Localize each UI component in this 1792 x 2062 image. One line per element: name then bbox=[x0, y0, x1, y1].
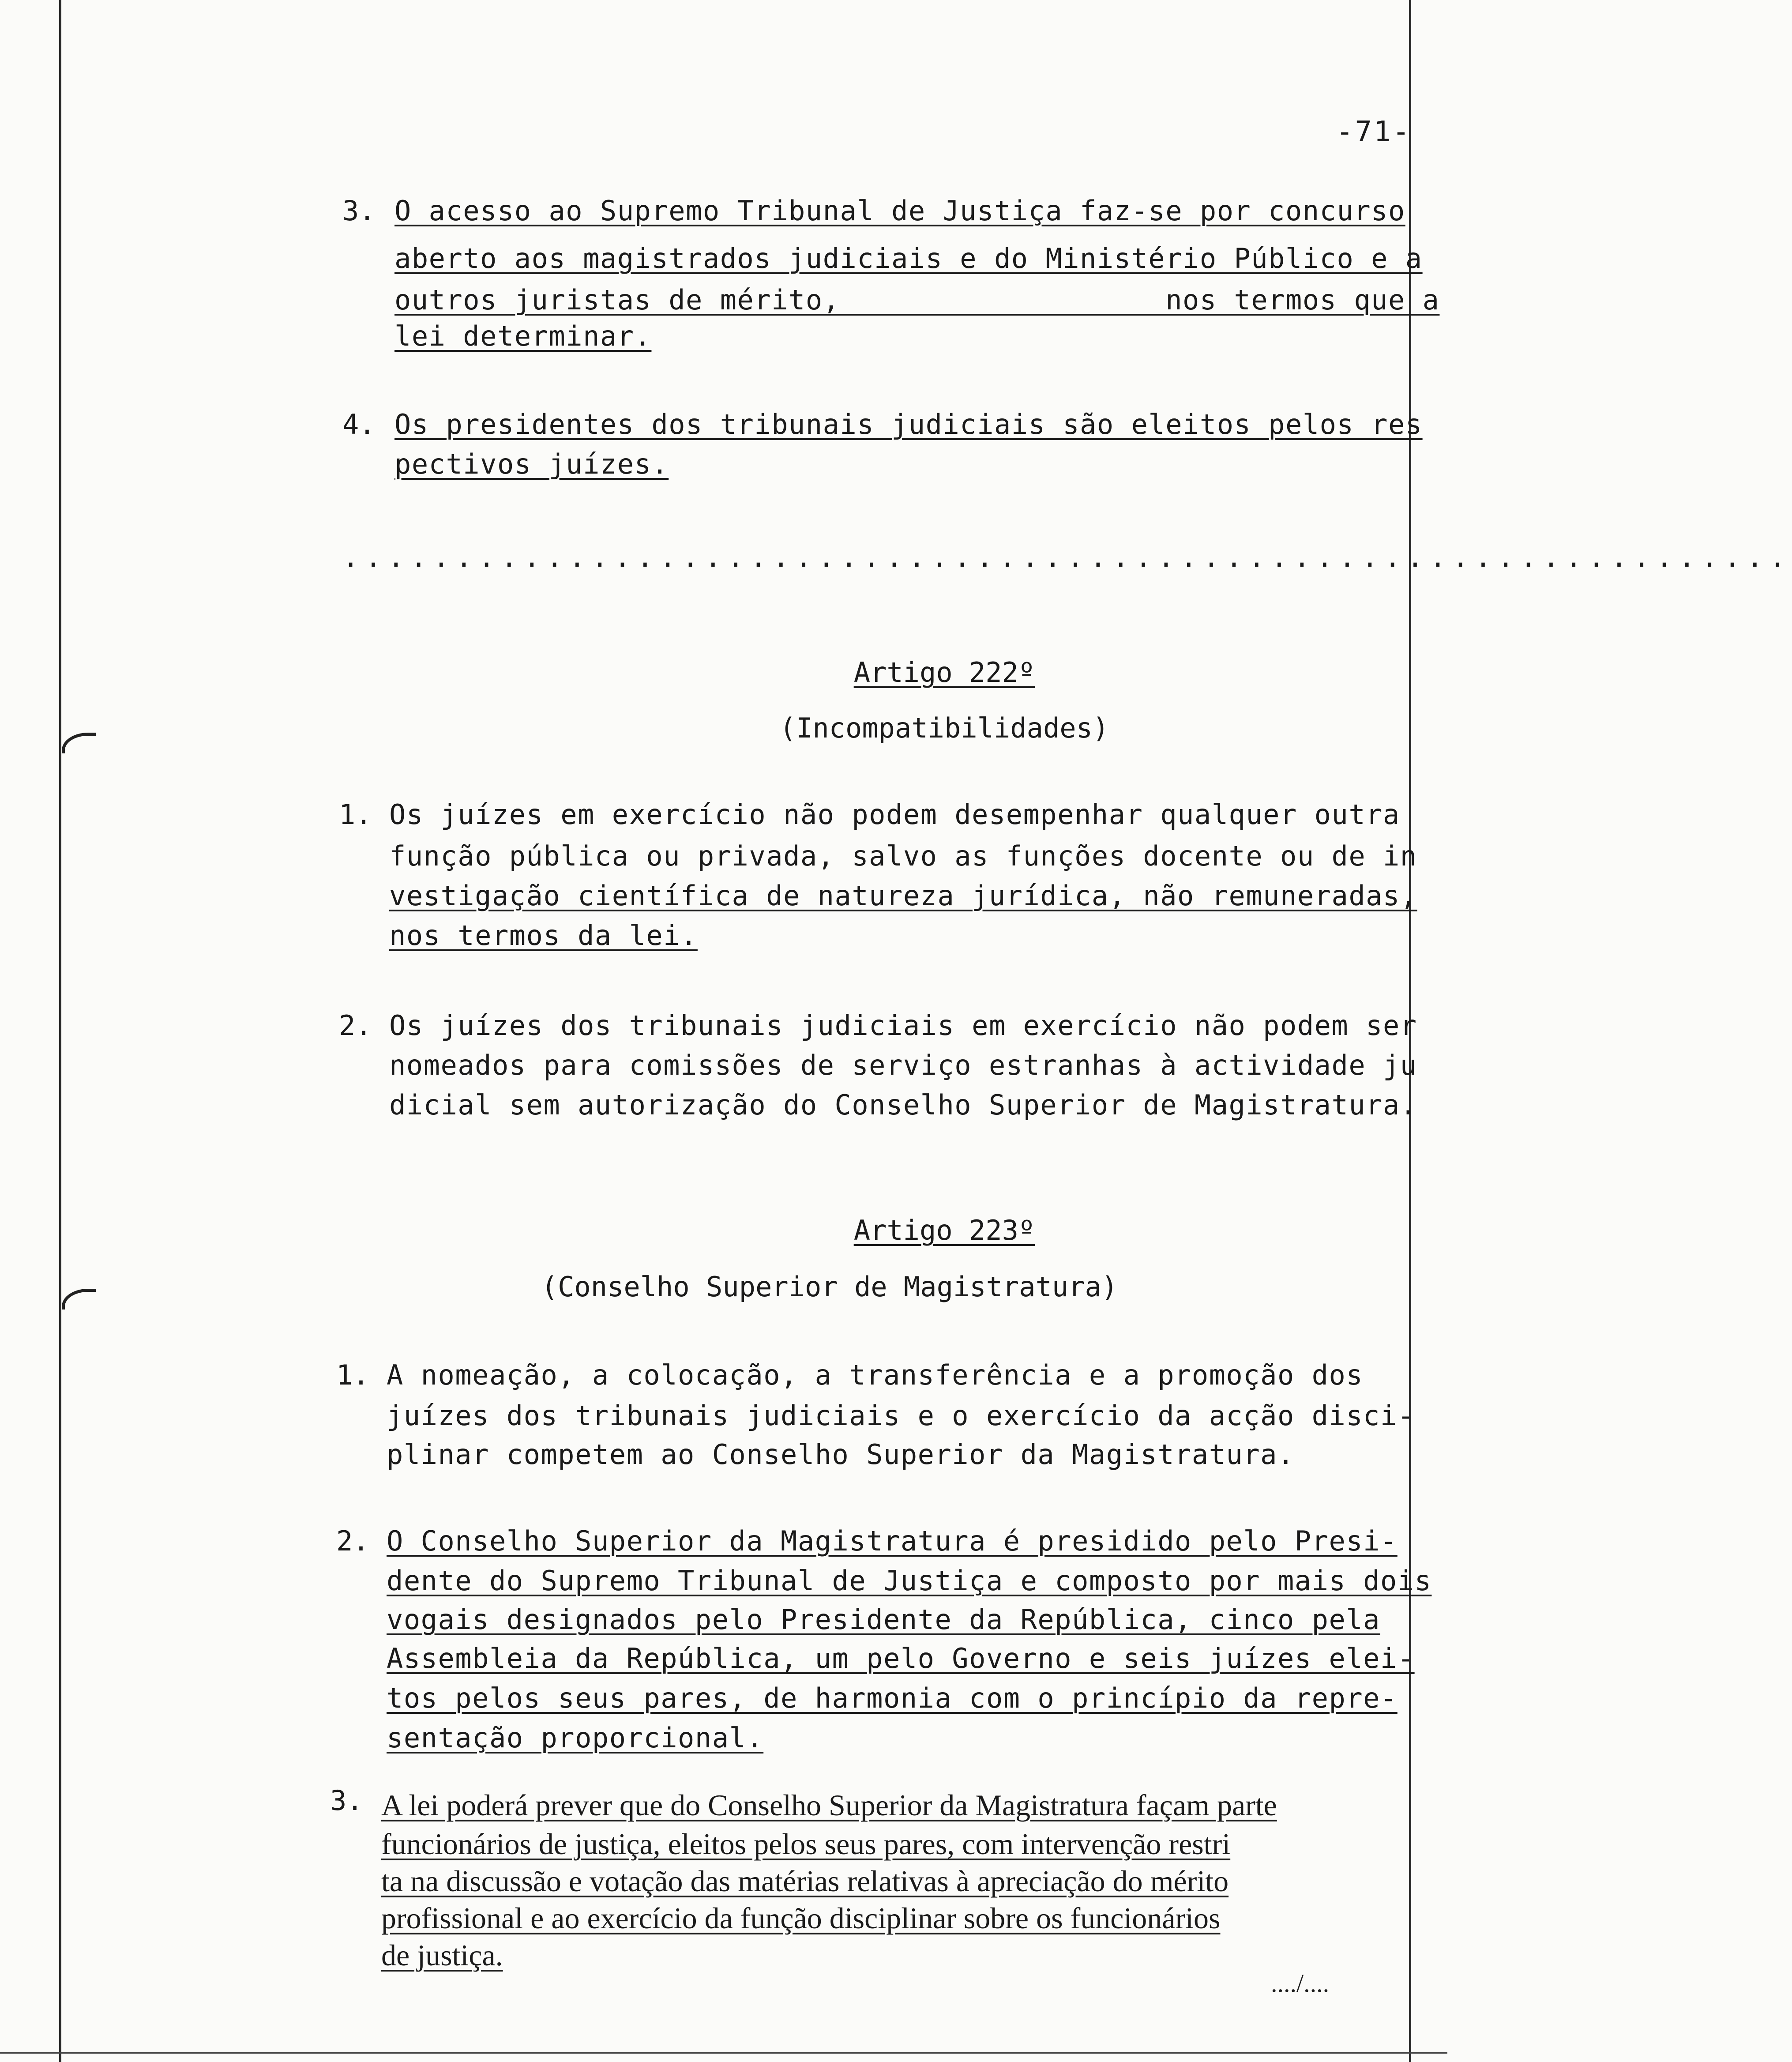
article-subtitle: (Conselho Superior de Magistratura) bbox=[541, 1271, 1118, 1303]
bottom-edge bbox=[0, 2052, 1447, 2054]
text-line: pectivos juízes. bbox=[394, 448, 669, 480]
item-number: 3. bbox=[330, 1784, 363, 1817]
text-line: profissional e ao exercício da função disciplinar sobre os funcionários bbox=[381, 1901, 1221, 1935]
text-line: Os juízes dos tribunais judiciais em exercício não podem ser bbox=[389, 1009, 1417, 1042]
item-number: 1. bbox=[339, 798, 372, 831]
text-line: Assembleia da República, um pelo Governo e seis juízes elei- bbox=[387, 1642, 1415, 1674]
text-line: dicial sem autorização do Conselho Superior de Magistratura. bbox=[389, 1089, 1417, 1121]
text-line: plinar competem ao Conselho Superior da Magistratura. bbox=[387, 1438, 1295, 1471]
item-number: 3. bbox=[342, 195, 376, 227]
text-line: A lei poderá prever que do Conselho Superior da Magistratura façam parte bbox=[381, 1788, 1277, 1822]
text-line: sentação proporcional. bbox=[387, 1722, 764, 1754]
text-line: outros juristas de mérito, nos termos que a bbox=[394, 284, 1440, 316]
text-line: ta na discussão e votação das matérias relativas à apreciação do mérito bbox=[381, 1864, 1229, 1898]
text-line: vestigação científica de natureza jurídica, não remuneradas, bbox=[389, 880, 1417, 912]
item-number: 4. bbox=[342, 408, 376, 440]
ellipsis-line: ................................................................ bbox=[342, 541, 1792, 573]
item-number: 2. bbox=[339, 1009, 372, 1042]
text-line: de justiça. bbox=[381, 1938, 503, 1972]
text-line: lei determinar. bbox=[394, 320, 652, 352]
text-line: Os juízes em exercício não podem desempenhar qualquer outra bbox=[389, 798, 1400, 831]
text-line: dente do Supremo Tribunal de Justiça e composto por mais dois bbox=[387, 1565, 1432, 1597]
article-subtitle: (Incompatibilidades) bbox=[779, 712, 1109, 744]
continuation-mark: ..../.... bbox=[1271, 1969, 1330, 1998]
text-line: nomeados para comissões de serviço estranhas à actividade ju bbox=[389, 1049, 1417, 1081]
text-line: O Conselho Superior da Magistratura é presidido pelo Presi- bbox=[387, 1525, 1398, 1557]
text-line: O acesso ao Supremo Tribunal de Justiça faz-se por concurso bbox=[394, 195, 1405, 227]
text-line: vogais designados pelo Presidente da República, cinco pela bbox=[387, 1603, 1380, 1636]
text-line: aberto aos magistrados judiciais e do Ministério Público e a bbox=[394, 242, 1423, 275]
text-line: Os presidentes dos tribunais judiciais são eleitos pelos res bbox=[394, 408, 1423, 440]
item-number: 2. bbox=[336, 1525, 369, 1557]
page-left-edge bbox=[59, 0, 61, 2062]
text-line: nos termos da lei. bbox=[389, 919, 698, 952]
text-line: função pública ou privada, salvo as funções docente ou de in bbox=[389, 840, 1417, 872]
binding-mark bbox=[62, 733, 96, 753]
item-number: 1. bbox=[336, 1359, 369, 1391]
article-title: Artigo 223º bbox=[853, 1214, 1035, 1246]
text-line: juízes dos tribunais judiciais e o exercício da acção disci- bbox=[387, 1400, 1415, 1432]
text-line: tos pelos seus pares, de harmonia com o princípio da repre- bbox=[387, 1682, 1398, 1714]
binding-mark bbox=[62, 1289, 96, 1309]
page-number: -71- bbox=[1336, 116, 1412, 148]
text-line: A nomeação, a colocação, a transferência e a promoção dos bbox=[387, 1359, 1364, 1391]
article-title: Artigo 222º bbox=[853, 656, 1035, 689]
text-line: funcionários de justiça, eleitos pelos seus pares, com intervenção restri bbox=[381, 1827, 1231, 1861]
